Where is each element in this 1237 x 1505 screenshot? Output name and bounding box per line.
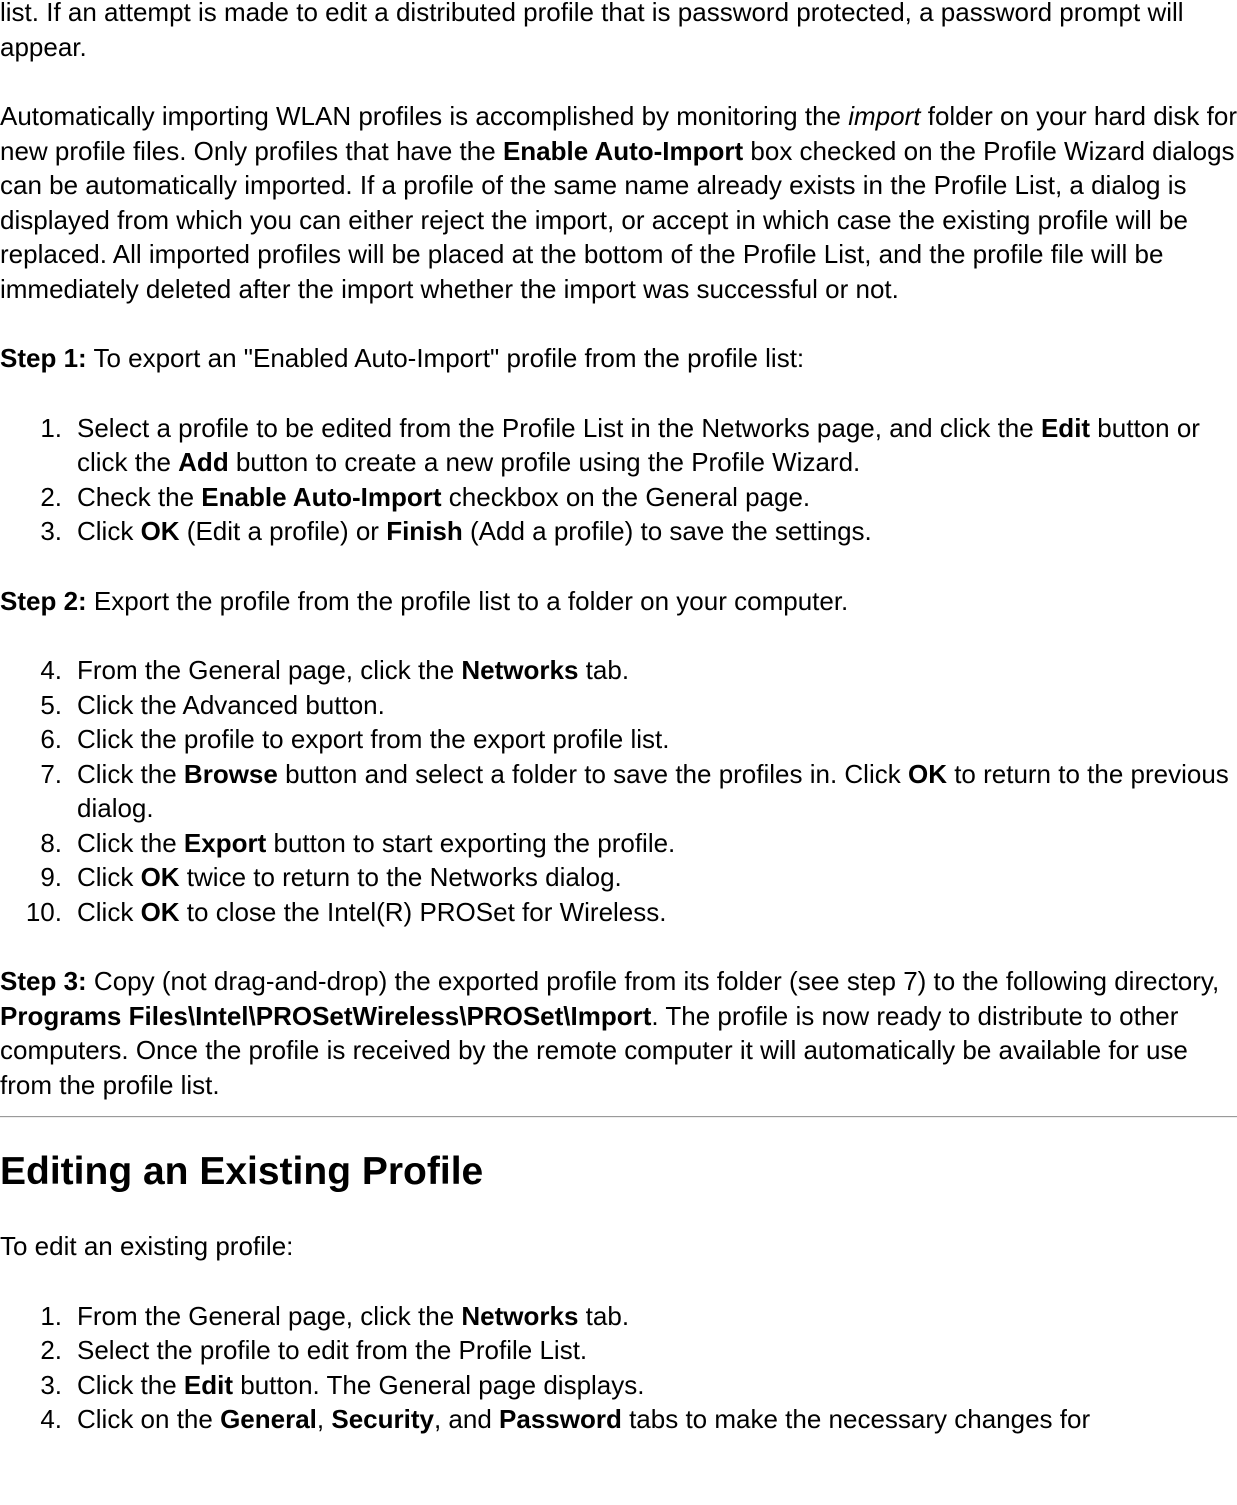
list-item: 5. Click the Advanced button. bbox=[0, 688, 1237, 723]
list-item-number: 5. bbox=[40, 689, 62, 720]
list-item: 7. Click the Browse button and select a folder to save the profiles in. Click OK to return to the previous dialog. bbox=[0, 757, 1237, 826]
list-item-number: 2. bbox=[40, 1335, 62, 1365]
step-1-label: Step 1: bbox=[0, 343, 87, 373]
list-item: 4. From the General page, click the Networks tab. bbox=[0, 653, 1237, 688]
step-1-list bbox=[0, 411, 1237, 549]
list-item: 4. Click on the General, Security, and Password tabs to make the necessary changes for bbox=[0, 1402, 1237, 1437]
spacer bbox=[0, 1195, 1237, 1229]
list-item-number: 6. bbox=[40, 724, 62, 754]
auto-import-paragraph: Automatically importing WLAN profiles is accomplished by monitoring the import folder on your hard disk for new profile files. Only profiles that have the Enable Auto-Import box checked on the Profile Wizard dialogs can be automatically imported. If a profile of the same name already exists in the Profile List, a dialog is displayed from which you can either reject the import, or accept in which case the existing profile will be replaced. All imported profiles will be placed at the bottom of the Profile List, and the profile file will be immediately deleted after the import whether the import was successful or not. bbox=[0, 101, 1237, 304]
spacer bbox=[0, 618, 1237, 653]
list-item: 3. Click OK (Edit a profile) or Finish (Add a profile) to save the settings. bbox=[0, 514, 1237, 549]
spacer bbox=[0, 1118, 1237, 1149]
list-item-number: 4. bbox=[40, 1404, 62, 1434]
list-item-number: 7. bbox=[40, 758, 62, 789]
spacer bbox=[0, 64, 1237, 99]
import-directory-path: Programs Files\Intel\PROSetWireless\PROSet\Import bbox=[0, 1000, 652, 1031]
spacer bbox=[0, 549, 1237, 584]
list-item-number: 10. bbox=[25, 896, 62, 927]
list-item: 6. Click the profile to export from the export profile list. bbox=[0, 722, 1237, 757]
list-item-number: 3. bbox=[40, 516, 62, 546]
step-2-list bbox=[0, 653, 1237, 929]
list-item: 3. Click the Edit button. The General page displays. bbox=[0, 1368, 1237, 1403]
list-item-number: 1. bbox=[40, 412, 62, 443]
list-item: 2. Check the Enable Auto-Import checkbox on the General page. bbox=[0, 480, 1237, 515]
list-item: 1. From the General page, click the Networks tab. bbox=[0, 1299, 1237, 1334]
editing-intro: To edit an existing profile: bbox=[0, 1231, 294, 1261]
list-item-number: 4. bbox=[40, 655, 62, 685]
import-folder-term: import bbox=[848, 101, 921, 131]
list-item-number: 2. bbox=[40, 481, 62, 512]
spacer bbox=[0, 1264, 1237, 1299]
step-3-label: Step 3: bbox=[0, 966, 87, 996]
list-item-number: 1. bbox=[40, 1300, 62, 1331]
step-2-label: Step 2: bbox=[0, 585, 87, 616]
step-3-paragraph: Step 3: Copy (not drag-and-drop) the exported profile from its folder (see step 7) to the following directory, Programs Files\Intel\PROSetWireless\PROSet\Import. The profile is now ready to distribute to other computers. Once the profile is received by the remote computer it will automatically be available for use from the profile list. bbox=[0, 966, 1220, 1100]
spacer bbox=[0, 376, 1237, 411]
section-heading: Editing an Existing Profile bbox=[0, 1150, 484, 1193]
list-item-number: 9. bbox=[40, 862, 62, 892]
enable-auto-import-term: Enable Auto-Import bbox=[502, 135, 744, 166]
step-1-heading: Step 1: To export an "Enabled Auto-Import" profile from the profile list: bbox=[0, 343, 805, 373]
continued-paragraph: list. If an attempt is made to edit a distributed profile that is password protected, a password prompt will appear. bbox=[0, 0, 1184, 62]
spacer bbox=[0, 306, 1237, 341]
step-2-heading: Step 2: Export the profile from the profile list to a folder on your computer. bbox=[0, 585, 849, 616]
list-item: 2. Select the profile to edit from the Profile List. bbox=[0, 1333, 1237, 1368]
list-item: 8. Click the Export button to start exporting the profile. bbox=[0, 826, 1237, 861]
list-item-number: 8. bbox=[40, 827, 62, 858]
list-item-number: 3. bbox=[40, 1369, 62, 1400]
list-item: 1. Select a profile to be edited from the Profile List in the Networks page, and click the Edit button or click the Add button to create a new profile using the Profile Wizard. bbox=[0, 411, 1237, 480]
spacer bbox=[0, 929, 1237, 964]
editing-list bbox=[0, 1299, 1237, 1437]
list-item: 10. Click OK to close the Intel(R) PROSet for Wireless. bbox=[0, 895, 1237, 930]
list-item: 9. Click OK twice to return to the Networks dialog. bbox=[0, 860, 1237, 895]
